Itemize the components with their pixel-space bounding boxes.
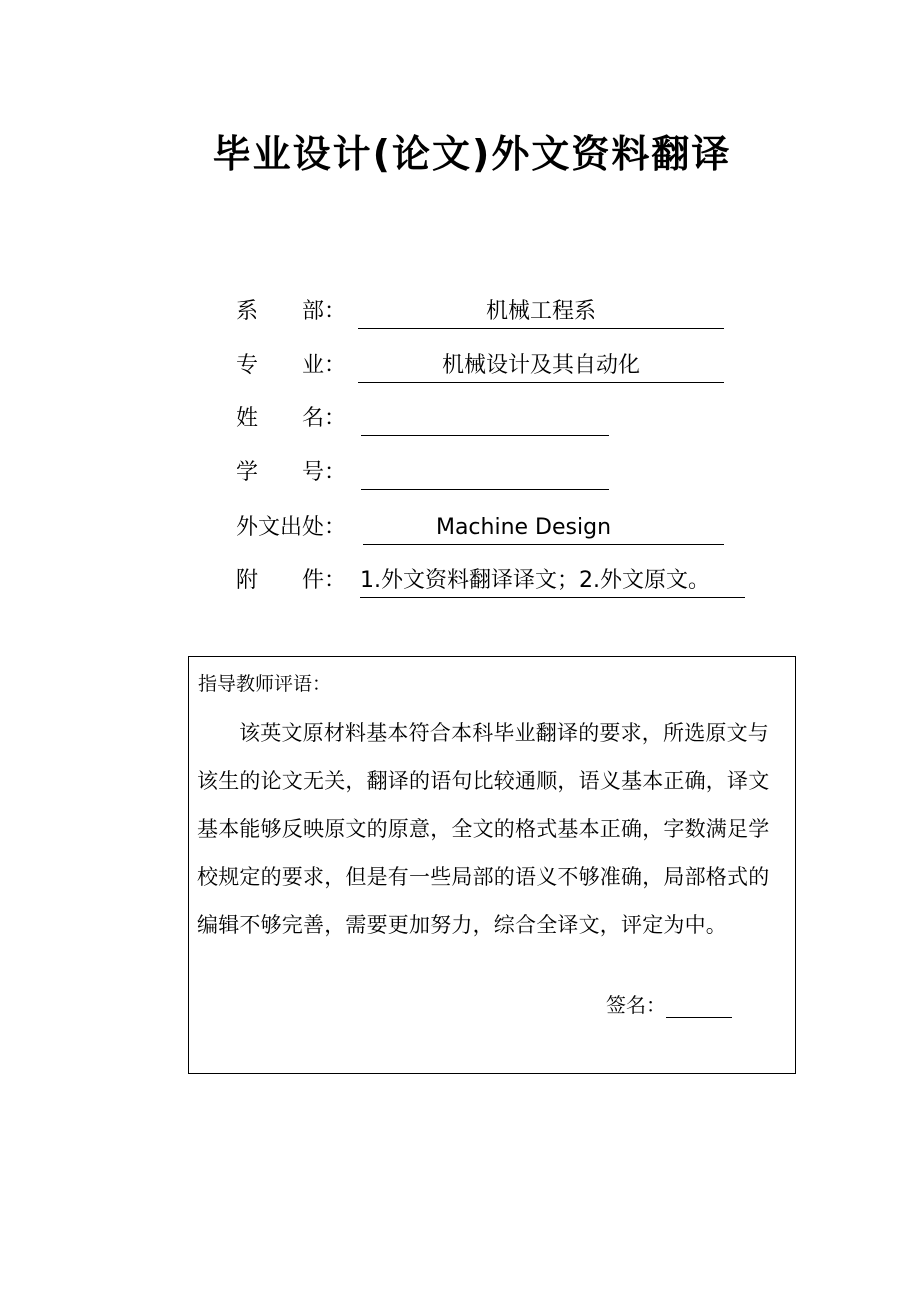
- field-value: 机械设计及其自动化: [358, 349, 724, 383]
- signature-line[interactable]: [666, 993, 732, 1018]
- field-label: 姓 名：: [236, 406, 347, 431]
- comment-body: 该英文原材料基本符合本科毕业翻译的要求，所选原文与该生的论文无关，翻译的语句比较通顺，语义基本正确，译文基本能够反映原文的原意，全文的格式基本正确，字数满足学校规定的要求，但是有一些局部的语义不够准确，局部格式的编辑不够完善，需要更加努力，综合全译文，评定为中。: [197, 721, 770, 937]
- signature-label: 签名：: [606, 993, 666, 1017]
- signature-area: [606, 989, 732, 1018]
- comment-heading: 指导教师评语：: [198, 673, 332, 695]
- field-label: 附 件：: [236, 568, 347, 593]
- field-value: 机械工程系: [358, 295, 724, 329]
- field-department: [236, 295, 726, 329]
- field-value: [361, 402, 609, 436]
- field-label: 外文出处：: [236, 515, 347, 540]
- field-label: 专 业：: [236, 353, 347, 378]
- advisor-comment-box: [188, 656, 796, 1074]
- field-label: 学 号：: [236, 460, 347, 485]
- document-title: 毕业设计(论文)外文资料翻译: [212, 132, 732, 176]
- field-label: 系 部：: [236, 299, 347, 324]
- field-source: [236, 511, 726, 545]
- field-name: [236, 402, 726, 436]
- field-value: 1.外文资料翻译译文；2.外文原文。: [360, 564, 745, 598]
- field-student-id: [236, 456, 726, 490]
- field-value: Machine Design: [363, 511, 724, 545]
- field-major: [236, 349, 726, 383]
- field-value: [361, 456, 609, 490]
- field-attachments: [236, 564, 756, 598]
